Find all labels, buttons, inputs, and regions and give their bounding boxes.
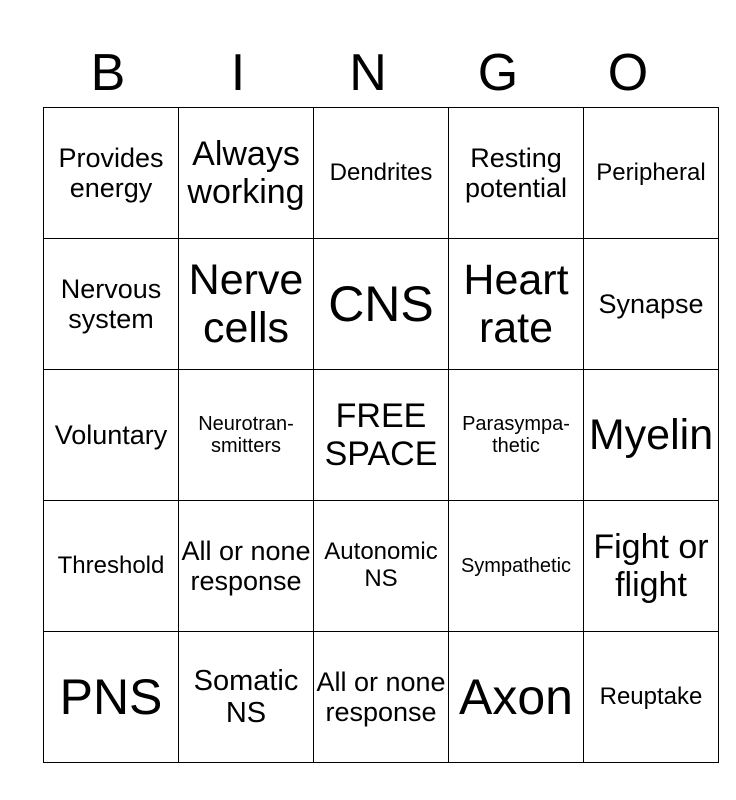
free-space-cell[interactable]: FREE SPACE	[314, 370, 449, 501]
bingo-cell[interactable]: Resting potential	[449, 108, 584, 239]
grid-row	[44, 632, 719, 763]
bingo-cell[interactable]: Provides energy	[44, 108, 179, 239]
header-letter-n: N	[349, 44, 387, 102]
bingo-cell[interactable]: Myelin	[584, 370, 719, 501]
bingo-cell[interactable]: Somatic NS	[179, 632, 314, 763]
bingo-cell[interactable]: Dendrites	[314, 108, 449, 239]
bingo-grid	[43, 107, 719, 763]
bingo-cell[interactable]: Axon	[449, 632, 584, 763]
bingo-cell[interactable]: Parasympa-thetic	[449, 370, 584, 501]
bingo-cell[interactable]: Nerve cells	[179, 239, 314, 370]
bingo-cell[interactable]: All or none response	[179, 501, 314, 632]
bingo-cell[interactable]: Nervous system	[44, 239, 179, 370]
bingo-cell[interactable]: CNS	[314, 239, 449, 370]
grid-row	[44, 501, 719, 632]
bingo-cell[interactable]: PNS	[44, 632, 179, 763]
bingo-cell[interactable]: Heart rate	[449, 239, 584, 370]
bingo-cell[interactable]: Reuptake	[584, 632, 719, 763]
bingo-cell[interactable]: Synapse	[584, 239, 719, 370]
header-letter-o: O	[607, 44, 649, 102]
bingo-cell[interactable]: Sympathetic	[449, 501, 584, 632]
header-letter-g: G	[477, 44, 519, 102]
grid-row	[44, 239, 719, 370]
grid-row	[44, 370, 719, 501]
bingo-cell[interactable]: All or none response	[314, 632, 449, 763]
bingo-cell[interactable]: Always working	[179, 108, 314, 239]
bingo-cell[interactable]: Fight or flight	[584, 501, 719, 632]
grid-row	[44, 108, 719, 239]
bingo-cell[interactable]: Autonomic NS	[314, 501, 449, 632]
header-letter-b: B	[90, 44, 126, 102]
bingo-cell[interactable]: Neurotran-smitters	[179, 370, 314, 501]
header-letter-i: I	[230, 44, 246, 102]
bingo-cell[interactable]: Threshold	[44, 501, 179, 632]
bingo-cell[interactable]: Voluntary	[44, 370, 179, 501]
bingo-cell[interactable]: Peripheral	[584, 108, 719, 239]
bingo-header	[43, 40, 693, 106]
